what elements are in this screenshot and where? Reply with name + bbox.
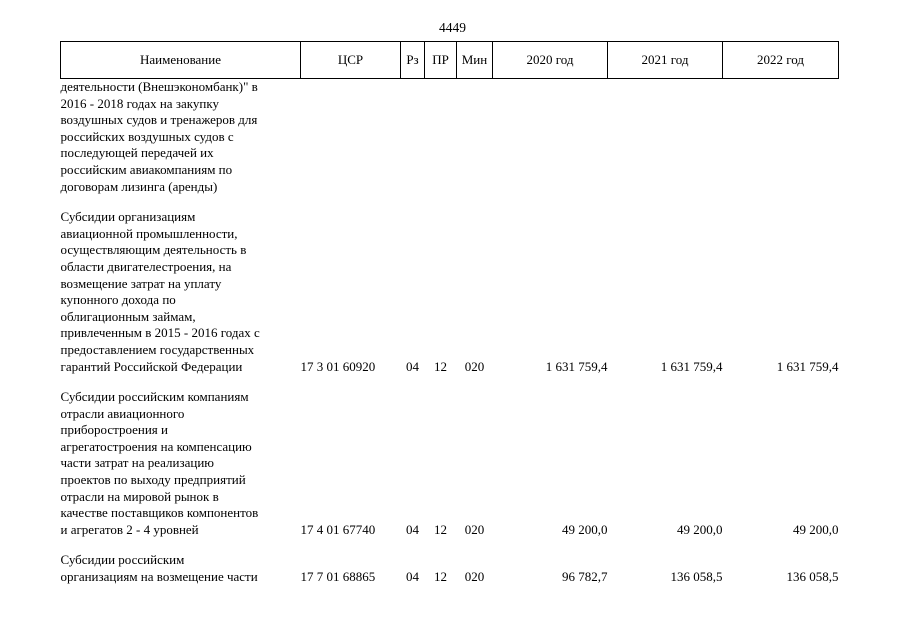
pr-cell bbox=[425, 79, 457, 196]
value-2022-cell: 49 200,0 bbox=[793, 521, 839, 537]
column-header-name: Наименование bbox=[61, 42, 301, 79]
name-line: воздушных судов и тренажеров для bbox=[60, 112, 258, 128]
name-line: и агрегатов 2 - 4 уровней bbox=[60, 521, 199, 537]
rz-cell: 04 bbox=[406, 521, 419, 537]
column-header-min: Мин bbox=[457, 42, 493, 79]
value-2021-cell: 49 200,0 bbox=[677, 521, 723, 537]
name-line: приборостроения и bbox=[60, 422, 168, 438]
name-line: договорам лизинга (аренды) bbox=[60, 178, 218, 194]
pr-cell: 12 bbox=[434, 569, 447, 585]
rz-cell: 04 bbox=[406, 569, 419, 585]
name-line: области двигателестроения, на bbox=[60, 258, 232, 274]
rz-cell bbox=[401, 79, 425, 196]
row-name-cell bbox=[61, 389, 301, 538]
value-2020-cell: 96 782,7 bbox=[562, 569, 608, 585]
csr-cell bbox=[301, 79, 401, 196]
column-header-2021: 2021 год bbox=[608, 42, 723, 79]
table-row bbox=[61, 389, 839, 538]
budget-table bbox=[60, 41, 839, 586]
row-name-cell bbox=[61, 209, 301, 375]
value-2021-cell: 136 058,5 bbox=[670, 569, 723, 585]
csr-cell: 17 4 01 67740 bbox=[300, 521, 376, 537]
name-line: последующей передачей их bbox=[60, 145, 214, 161]
row-spacer bbox=[61, 195, 839, 209]
value-2022-cell bbox=[723, 79, 839, 196]
name-line: облигационным займам, bbox=[60, 308, 196, 324]
pr-cell: 12 bbox=[434, 521, 447, 537]
column-header-csr: ЦСР bbox=[301, 42, 401, 79]
column-header-pr: ПР bbox=[425, 42, 457, 79]
column-header-2020: 2020 год bbox=[493, 42, 608, 79]
name-line: отрасли авиационного bbox=[60, 405, 185, 421]
table-row bbox=[61, 209, 839, 375]
value-2022-cell: 136 058,5 bbox=[786, 569, 839, 585]
min-cell: 020 bbox=[464, 521, 485, 537]
name-line: агрегатостроения на компенсацию bbox=[60, 438, 252, 454]
name-line: гарантий Российской Федерации bbox=[60, 358, 243, 374]
value-2021-cell bbox=[608, 79, 723, 196]
name-line: Субсидии организациям bbox=[60, 209, 196, 225]
table-row bbox=[61, 79, 839, 196]
column-header-2022: 2022 год bbox=[723, 42, 839, 79]
name-line: осуществляющим деятельность в bbox=[60, 242, 247, 258]
name-line: 2016 - 2018 годах на закупку bbox=[60, 95, 219, 111]
min-cell: 020 bbox=[464, 358, 485, 374]
value-2022-cell: 1 631 759,4 bbox=[776, 358, 839, 374]
row-name-cell bbox=[61, 552, 301, 585]
pr-cell: 12 bbox=[434, 358, 447, 374]
name-line: проектов по выходу предприятий bbox=[60, 472, 246, 488]
name-line: российским авиакомпаниям по bbox=[60, 161, 233, 177]
table-row bbox=[61, 552, 839, 585]
name-line: купонного дохода по bbox=[60, 292, 176, 308]
column-header-rz: Рз bbox=[401, 42, 425, 79]
name-line: качестве поставщиков компонентов bbox=[60, 505, 259, 521]
name-line: российских воздушных судов с bbox=[60, 128, 234, 144]
name-line: авиационной промышленности, bbox=[60, 225, 238, 241]
name-line: организациям на возмещение части bbox=[60, 569, 258, 585]
row-spacer bbox=[61, 538, 839, 552]
min-cell: 020 bbox=[464, 569, 485, 585]
row-name-cell bbox=[61, 79, 301, 196]
name-line: привлеченным в 2015 - 2016 годах с bbox=[60, 325, 260, 341]
name-line: Субсидии российским компаниям bbox=[60, 389, 249, 405]
name-line: Субсидии российским bbox=[60, 552, 185, 568]
page-number: 4449 bbox=[439, 20, 466, 35]
name-line: предоставлением государственных bbox=[60, 341, 255, 357]
name-line: деятельности (Внешэкономбанк)" в bbox=[60, 79, 258, 94]
row-spacer bbox=[61, 375, 839, 389]
table-header-row bbox=[61, 42, 839, 79]
csr-cell: 17 3 01 60920 bbox=[300, 358, 376, 374]
min-cell bbox=[457, 79, 493, 196]
value-2020-cell: 1 631 759,4 bbox=[545, 358, 608, 374]
name-line: части затрат на реализацию bbox=[60, 455, 215, 471]
rz-cell: 04 bbox=[406, 358, 419, 374]
value-2020-cell bbox=[493, 79, 608, 196]
name-line: отрасли на мировой рынок в bbox=[60, 488, 219, 504]
csr-cell: 17 7 01 68865 bbox=[300, 569, 376, 585]
name-line: возмещение затрат на уплату bbox=[60, 275, 222, 291]
value-2021-cell: 1 631 759,4 bbox=[660, 358, 723, 374]
value-2020-cell: 49 200,0 bbox=[562, 521, 608, 537]
